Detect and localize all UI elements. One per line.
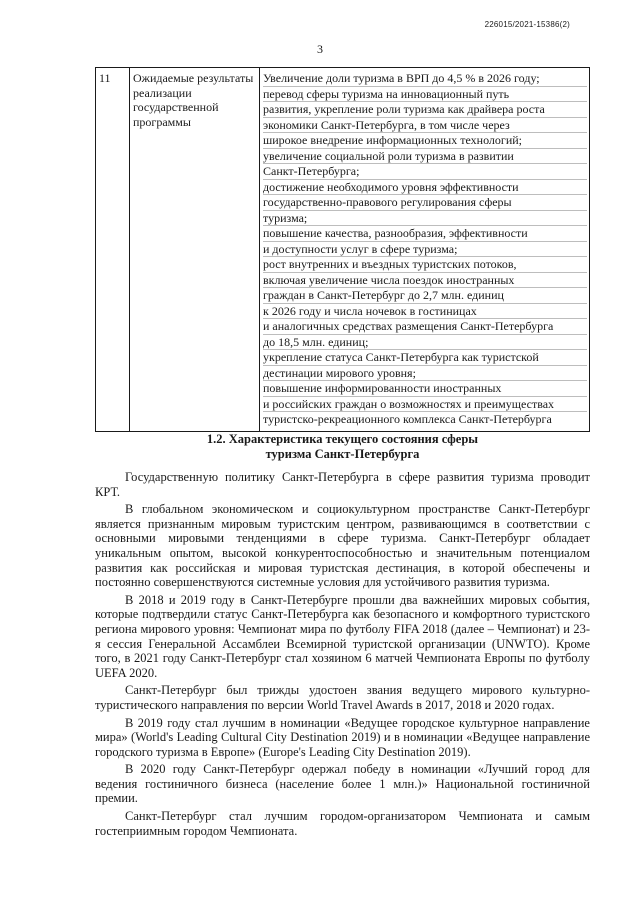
- result-line: включая увеличение числа поездок иностранных: [263, 273, 587, 289]
- section-heading: [95, 432, 590, 462]
- result-line: увеличение социальной роли туризма в развитии: [263, 149, 587, 165]
- result-line: укрепление статуса Санкт-Петербурга как туристской: [263, 350, 587, 366]
- result-line: Увеличение доли туризма в ВРП до 4,5 % в 2026 году;: [263, 71, 587, 87]
- result-line: государственно-правового регулирования сферы: [263, 195, 587, 211]
- expected-results-list: [263, 71, 587, 427]
- program-passport-table: [95, 67, 590, 432]
- result-line: повышение информированности иностранных: [263, 381, 587, 397]
- result-line: туризма;: [263, 211, 587, 227]
- section-heading-line-2: туризма Санкт-Петербурга: [265, 447, 420, 461]
- paragraph: Санкт-Петербург был трижды удостоен звания ведущего мирового культурно-туристического направления по версии World Travel Awards в 2017, 2018 и 2020 годах.: [95, 683, 590, 712]
- paragraph: В 2020 году Санкт-Петербург одержал победу в номинации «Лучший город для ведения гостиничного бизнеса (население более 1 млн.)» Национальной гостиничной премии.: [95, 762, 590, 806]
- result-line: дестинации мирового уровня;: [263, 366, 587, 382]
- paragraph: В 2019 году стал лучшим в номинации «Ведущее городское культурное направление мира» (World's Leading Cultural City Destination 2019) и в номинации «Ведущее направление городского туризма в Европе» (Europe's Leading City Destination 2019).: [95, 715, 590, 759]
- section-heading-line-1: 1.2. Характеристика текущего состояния сферы: [206, 432, 479, 446]
- paragraph: В глобальном экономическом и социокультурном пространстве Санкт-Петербург является признанным мировым туристским центром, развивающимся в соответствии с основными мировыми тенденциями в сфере туризма. Санкт-Петербург обладает уникальным опытом, высокой конкурентоспособностью и значительным потенциалом развития как российская и мировая туристская дестинация, в которой обеспечены и постоянно совершенствуются системные условия для устойчивого развития туризма.: [95, 502, 590, 590]
- row-number-cell: 11: [96, 68, 130, 432]
- result-line: Санкт-Петербурга;: [263, 164, 587, 180]
- result-line: до 18,5 млн. единиц;: [263, 335, 587, 351]
- result-line: широкое внедрение информационных технологий;: [263, 133, 587, 149]
- body-text: [95, 470, 590, 841]
- result-line: рост внутренних и въездных туристских потоков,: [263, 257, 587, 273]
- result-line: туристско-рекреационного комплекса Санкт-Петербурга: [263, 412, 552, 426]
- result-line: повышение качества, разнообразия, эффективности: [263, 226, 587, 242]
- result-line: к 2026 году и числа ночевок в гостиницах: [263, 304, 587, 320]
- result-line: и российских граждан о возможностях и преимуществах: [263, 397, 587, 413]
- page-number: 3: [317, 42, 323, 56]
- result-line: экономики Санкт-Петербурга, в том числе через: [263, 118, 587, 134]
- expected-results-cell: [260, 68, 590, 432]
- result-line: перевод сферы туризма на инновационный путь: [263, 87, 587, 103]
- result-line: развития, укрепление роли туризма как драйвера роста: [263, 102, 587, 118]
- paragraph: Санкт-Петербург стал лучшим городом-организатором Чемпионата и самым гостеприимным городом Чемпионата.: [95, 809, 590, 838]
- result-line: и доступности услуг в сфере туризма;: [263, 242, 587, 258]
- paragraph: В 2018 и 2019 году в Санкт-Петербурге прошли два важнейших мировых события, которые подтвердили статус Санкт-Петербурга как безопасного и комфортного туристского региона мирового уровня: Чемпионат мира по футболу FIFA 2018 (далее – Чемпионат) и 23-я сессия Генеральной Ассамблеи Всемирной туристской организации (UNWTO). Кроме того, в 2021 году Санкт-Петербург стал хозяином 6 матчей Чемпионата Европы по футболу UEFA 2020.: [95, 592, 590, 680]
- result-line: и аналогичных средствах размещения Санкт-Петербурга: [263, 319, 587, 335]
- row-label-cell: Ожидаемые результаты реализации государственной программы: [130, 68, 260, 432]
- result-line: достижение необходимого уровня эффективности: [263, 180, 587, 196]
- paragraph: Государственную политику Санкт-Петербурга в сфере развития туризма проводит КРТ.: [95, 470, 590, 499]
- document-registration-code: 226015/2021-15386(2): [484, 20, 570, 29]
- result-line: граждан в Санкт-Петербург до 2,7 млн. единиц: [263, 288, 587, 304]
- table-row: [96, 68, 590, 432]
